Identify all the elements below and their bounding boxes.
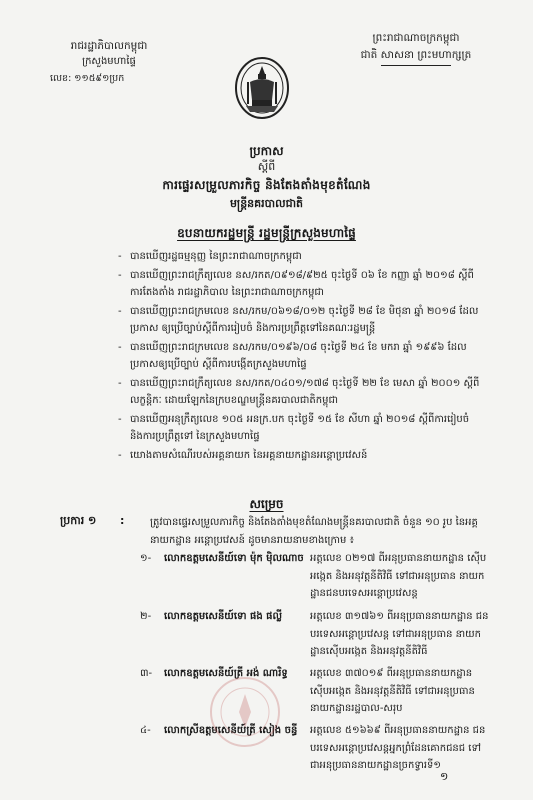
reference-number: លេខ: ១១៥៩១ប្រក	[50, 72, 125, 84]
royal-emblem-icon	[232, 52, 292, 122]
recital-item: - បានឃើញព្រះរាជក្រមលេខ នស/រកម/០៦១៨/០១២ ចុះថ្ងៃទី ២៨ ខែ មិថុនា ឆ្នាំ ២០១៨ ដែលប្រកាស ឲ្យប្រើច្បាប់ស្តីពីការរៀបចំ និងការប្រព្រឹត្តទៅនៃគណៈរដ្ឋមន្ត្រី	[118, 303, 483, 337]
ministry-name: ក្រសួងមហាផ្ទៃ	[82, 56, 136, 68]
issuing-authority: ឧបនាយករដ្ឋមន្ត្រី រដ្ឋមន្ត្រីក្រសួងមហាផ្ទៃ	[177, 226, 356, 240]
subject-label: ស្តីពី	[257, 160, 276, 173]
article-colon: :	[120, 514, 125, 527]
motto-divider	[381, 65, 451, 66]
national-motto: ជាតិ សាសនា ព្រះមហាក្សត្រ	[360, 48, 472, 61]
article-label: ប្រការ ១	[60, 514, 97, 527]
page-number: ១	[440, 770, 449, 783]
officer-assignment: អត្តលេខ ៣១៧៦១ ពីអនុប្រធាននាយកដ្ឋាន ជនបរទេសអន្តោប្រវេសន្ត ទៅជាអនុប្រធាន នាយកដ្ឋានស៊ើបអង្កេត និងអនុវត្តនីតិវិធី	[310, 611, 489, 657]
subject-title: ការផ្ទេរសម្រួលភារកិច្ច និងតែងតាំងមុខតំណែង	[162, 178, 371, 192]
subject-subtitle: មន្ត្រីនគរបាលជាតិ	[229, 197, 304, 210]
recital-item: - បានឃើញអនុក្រឹត្យលេខ ១០៥ អនក្រ.បក ចុះថ្ងៃទី ១៥ ខែ សីហា ឆ្នាំ ២០១៨ ស្តីពីការរៀបចំ និងការប្រព្រឹត្តទៅ នៃក្រសួងមហាផ្ទៃ	[118, 411, 483, 445]
officer-number: ៤-	[140, 725, 151, 736]
officer-number: ៣-	[140, 668, 153, 679]
officer-assignment: អត្តលេខ ៥១៦៦៩ ពីអនុប្រធាននាយកដ្ឋាន ជនបរទេសអន្តោប្រវេសន្តអ្នកព្រំដែនគោកជនជ ទៅជាអនុប្រធាននាយកដ្ឋានច្រកទ្វារទី១	[310, 725, 486, 771]
officer-name: លោកឧត្តមសេនីយ៍ត្រី អង់ ណារិទ្ធ	[164, 668, 288, 679]
government-name: រាជរដ្ឋាភិបាលកម្ពុជា	[70, 40, 148, 52]
officer-name: លោកឧត្តមសេនីយ៍ទោ ម៉ុក ម៉ិលណាច	[164, 553, 304, 564]
officer-assignment: អត្តលេខ ០២១៧ ពីអនុប្រធាននាយកដ្ឋាន ស៊ើបអង្កេត និងអនុវត្តនីតិវិធី ទៅជាអនុប្រធាន នាយកដ្ឋានជនបរទេសអន្តោប្រវេសន្ត	[310, 553, 487, 599]
kingdom-name: ព្រះរាជាណាចក្រកម្ពុជា	[372, 32, 460, 44]
kingdom-header	[341, 30, 491, 66]
officer-number: ១-	[140, 553, 152, 564]
recital-item: - បានឃើញរដ្ឋធម្មនុញ្ញ នៃព្រះរាជាណាចក្រកម្ពុជា	[118, 248, 483, 265]
document-type-title: ប្រកាស	[249, 144, 284, 158]
officer-name: លោកស្រីឧត្តមសេនីយ៍ត្រី សៀង ចន្ធី	[164, 725, 298, 736]
recital-item: - បានឃើញព្រះរាជក្រមលេខ នស/រកម/០១៩៦/០៨ ចុះថ្ងៃទី ២៤ ខែ មករា ឆ្នាំ ១៩៩៦ ដែលប្រកាសឲ្យប្រើច្បាប់ ស្តីពីការបង្កើតក្រសួងមហាផ្ទៃ	[118, 339, 483, 373]
officer-name: លោកឧត្តមសេនីយ៍ទោ ផង ផល្លី	[164, 611, 283, 622]
recital-item: - យោងតាមសំណើរបស់អគ្គនាយក នៃអគ្គនាយកដ្ឋានអន្តោប្រវេសន៍	[118, 447, 483, 464]
issuing-ministry-header	[50, 38, 168, 86]
recital-item: - បានឃើញព្រះរាជក្រឹត្យលេខ នស/រកត/០៤០១/១៧៨ ចុះថ្ងៃទី ២២ ខែ មេសា ឆ្នាំ ២០០១ ស្តីពីលក្ខន្តិកៈ ដោយឡែកនៃក្របខណ្ឌមន្ត្រីនគរបាលជាតិកម្ពុជា	[118, 375, 483, 409]
recitals-list	[118, 248, 483, 466]
article-text: ត្រូវបានផ្ទេរសម្រួលភារកិច្ច និងតែងតាំងមុខតំណែងមន្ត្រីនគរបាលជាតិ ចំនួន ១០ រូប នៃអគ្គនាយកដ្ឋាន អន្តោប្រវេសន៍ ដូចមានរាយនាមខាងក្រោម ៖	[150, 517, 478, 546]
officer-assignment: អត្តលេខ ៣៧០១៩ ពីអនុប្រធាននាយកដ្ឋាន ស៊ើបអង្កេត និងអនុវត្តនីតិវិធី ទៅជាអនុប្រធាន នាយកដ្ឋានរដ្ឋបាល-សរុប	[310, 668, 475, 714]
decision-heading: សម្រេច	[249, 497, 284, 511]
recital-item: - បានឃើញព្រះរាជក្រឹត្យលេខ នស/រកត/០៩១៨/៩២៥ ចុះថ្ងៃទី ០៦ ខែ កញ្ញា ឆ្នាំ ២០១៨ ស្តីពីការតែងតាំង រាជរដ្ឋាភិបាល នៃព្រះរាជាណាចក្រកម្ពុជា	[118, 267, 483, 301]
officer-number: ២-	[140, 611, 152, 622]
faded-seal-icon	[205, 672, 285, 752]
